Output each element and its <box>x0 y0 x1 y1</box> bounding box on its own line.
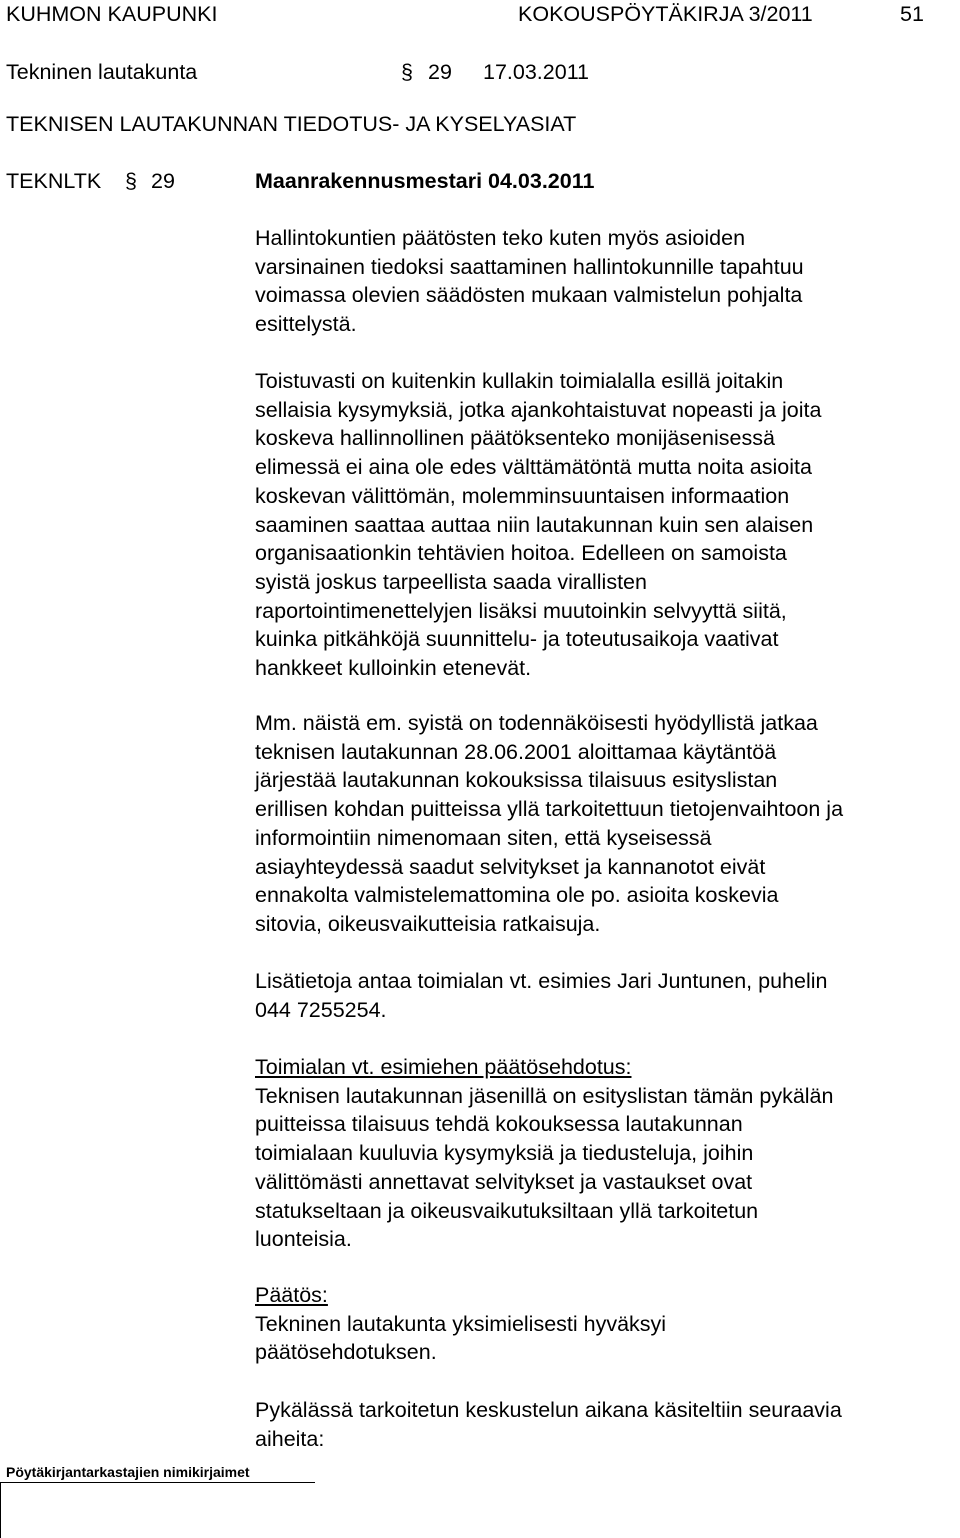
text-line: Pykälässä tarkoitetun keskustelun aikana käsiteltiin seuraavia <box>255 1398 842 1422</box>
paragraph-contact <box>255 967 955 1024</box>
paragraph-intro <box>255 224 955 339</box>
text-line: Teknisen lautakunnan jäsenillä on esityslistan tämän pykälän <box>255 1083 834 1108</box>
text-line: syistä joskus tarpeellista saada virallisten <box>255 569 647 594</box>
section-symbol-icon: § <box>401 60 413 84</box>
text-line: koskevan välittömän, molemminsuuntaisen informaation <box>255 483 790 508</box>
header-section-number: 29 <box>428 60 452 84</box>
text-line: raportointimenettelyjen lisäksi muutoinkin selvyyttä siitä, <box>255 598 787 623</box>
text-line: kuinka pitkähköjä suunnittelu- ja toteutusaikoja vaativat <box>255 627 779 652</box>
item-number: 29 <box>151 169 175 193</box>
header-board: Tekninen lautakunta <box>6 60 198 84</box>
paragraph-decision <box>255 1281 955 1367</box>
text-line: hankkeet kulloinkin etenevät. <box>255 656 532 681</box>
text-line: Mm. näistä em. syistä on todennäköisesti hyödyllistä jatkaa <box>255 711 818 735</box>
text-line: puitteissa tilaisuus tehdä kokouksessa lautakunnan <box>255 1112 743 1137</box>
text-line: Hallintokuntien päätösten teko kuten myös asioiden <box>255 226 746 250</box>
item-heading: Maanrakennusmestari 04.03.2011 <box>255 169 595 193</box>
section-title: TEKNISEN LAUTAKUNNAN TIEDOTUS- JA KYSELYASIAT <box>6 112 577 136</box>
text-line: asiayhteydessä saadut selvitykset ja kannanotot eivät <box>255 854 766 879</box>
proposal-label: Toimialan vt. esimiehen päätösehdotus: <box>255 1055 632 1079</box>
text-line: aiheita: <box>255 1426 325 1451</box>
text-line: elimessä ei aina ole edes välttämätöntä mutta noita asioita <box>255 455 812 480</box>
text-line: saaminen saattaa auttaa niin lautakunnan kuin sen alaisen <box>255 512 814 537</box>
footer-initials-box <box>0 1482 1 1538</box>
paragraph-topics <box>255 1396 955 1453</box>
text-line: Tekninen lautakunta yksimielisesti hyväksyi <box>255 1311 667 1336</box>
header-doc-type: KOKOUSPÖYTÄKIRJA 3/2011 <box>518 2 813 26</box>
header-page-number: 51 <box>900 2 924 26</box>
text-line: järjestää lautakunnan kokouksissa tilaisuus esityslistan <box>255 768 778 793</box>
text-line: organisaationkin tehtävien hoitoa. Edelleen on samoista <box>255 541 787 566</box>
footer-initials-label: Pöytäkirjantarkastajien nimikirjaimet <box>6 1464 250 1480</box>
footer-divider <box>0 1482 315 1483</box>
text-line: erillisen kohdan puitteissa yllä tarkoitettuun tietojenvaihtoon ja <box>255 797 844 822</box>
text-line: sitovia, oikeusvaikutteisia ratkaisuja. <box>255 911 601 936</box>
text-line: varsinainen tiedoksi saattaminen hallintokunnille tapahtuu <box>255 254 804 279</box>
text-line: informointiin nimenomaan siten, että kyseisessä <box>255 825 712 850</box>
header-org: KUHMON KAUPUNKI <box>6 2 218 26</box>
text-line: luonteisia. <box>255 1227 352 1252</box>
text-line: päätösehdotuksen. <box>255 1340 437 1365</box>
decision-label: Päätös: <box>255 1283 328 1307</box>
item-section-symbol-icon: § <box>125 169 137 193</box>
header-date: 17.03.2011 <box>483 60 590 84</box>
text-line: sellaisia kysymyksiä, jotka ajankohtaistuvat nopeasti ja joita <box>255 397 822 422</box>
text-line: toimialaan kuuluvia kysymyksiä ja tiedusteluja, joihin <box>255 1141 754 1166</box>
text-line: 044 7255254. <box>255 997 387 1022</box>
paragraph-practice <box>255 709 955 939</box>
text-line: koskeva hallinnollinen päätöksenteko monijäsenisessä <box>255 426 775 451</box>
text-line: teknisen lautakunnan 28.06.2001 aloittamaa käytäntöä <box>255 739 777 764</box>
text-line: Lisätietoja antaa toimialan vt. esimies Jari Juntunen, puhelin <box>255 969 828 993</box>
paragraph-proposal <box>255 1053 955 1254</box>
item-code: TEKNLTK <box>6 169 102 193</box>
paragraph-background <box>255 367 955 683</box>
text-line: Toistuvasti on kuitenkin kullakin toimialalla esillä joitakin <box>255 369 784 393</box>
text-line: esittelystä. <box>255 312 357 337</box>
text-line: statukseltaan ja oikeusvaikutuksiltaan yllä tarkoitetun <box>255 1198 759 1223</box>
text-line: voimassa olevien säädösten mukaan valmistelun pohjalta <box>255 283 803 308</box>
text-line: välittömästi annettavat selvitykset ja vastaukset ovat <box>255 1169 753 1194</box>
text-line: ennakolta valmistelemattomina ole po. asioita koskevia <box>255 883 779 908</box>
